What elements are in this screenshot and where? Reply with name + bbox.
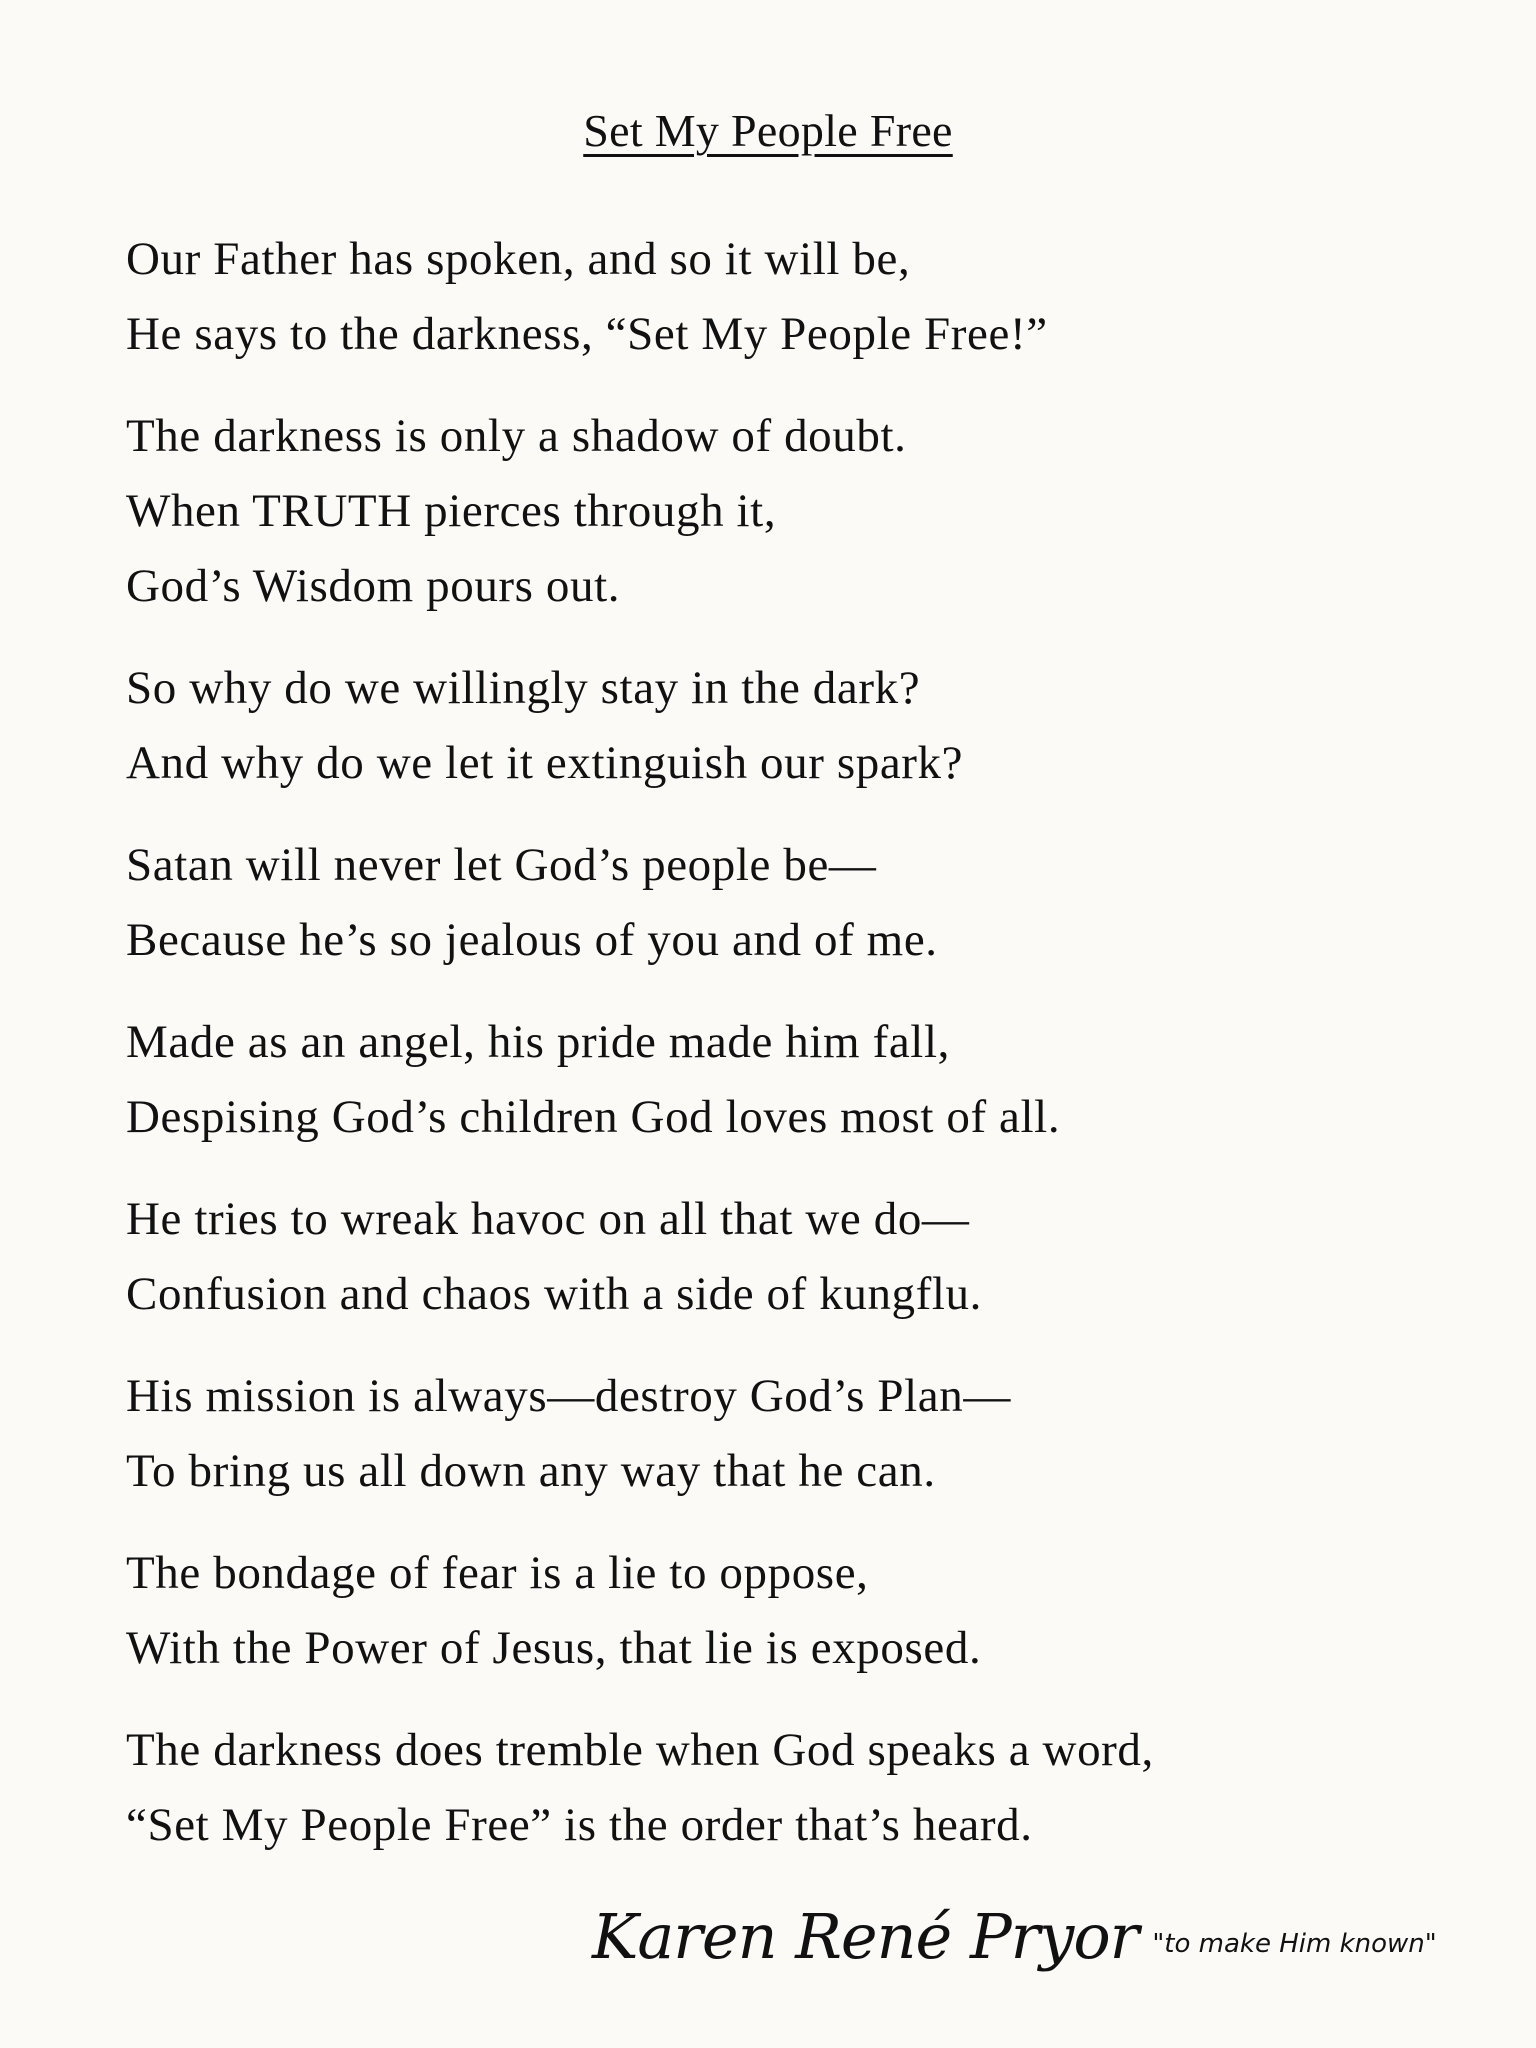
stanza [126,651,1466,801]
poem-line: And why do we let it extinguish our spark? [126,737,964,789]
poem-line: “Set My People Free” is the order that’s heard. [126,1799,1033,1851]
poem-line: His mission is always—destroy God’s Plan— [126,1370,1011,1422]
author-tagline: "to make Him known" [1152,1929,1437,1959]
poem-line: The bondage of fear is a lie to oppose, [126,1547,869,1599]
stanza [126,222,1466,372]
poem-line: Confusion and chaos with a side of kungflu. [126,1268,983,1320]
poem-line: To bring us all down any way that he can. [126,1445,936,1497]
poem-line: The darkness is only a shadow of doubt. [126,410,907,462]
poem-line: With the Power of Jesus, that lie is exposed. [126,1622,982,1674]
poem-body [126,222,1466,1890]
stanza [126,1359,1466,1509]
poem-line: Our Father has spoken, and so it will be, [126,233,911,285]
poem-line: Because he’s so jealous of you and of me. [126,914,938,966]
poem-title: Set My People Free [583,105,953,156]
stanza [126,1713,1466,1863]
stanza [126,1536,1466,1686]
poem-line: The darkness does tremble when God speaks a word, [126,1724,1154,1776]
poem-line: Made as an angel, his pride made him fall, [126,1016,950,1068]
poem-line: He says to the darkness, “Set My People Free!” [126,308,1048,360]
stanza [126,399,1466,624]
signature [592,1900,1437,1973]
stanza [126,828,1466,978]
stanza [126,1182,1466,1332]
poem-line: When TRUTH pierces through it, [126,485,777,537]
poem-line: Despising God’s children God loves most of all. [126,1091,1061,1143]
poem-line: Satan will never let God’s people be— [126,839,877,891]
poem-line: God’s Wisdom pours out. [126,560,621,612]
author-name: Karen René Pryor [592,1900,1139,1973]
poem-line: So why do we willingly stay in the dark? [126,662,921,714]
stanza [126,1005,1466,1155]
poem-line: He tries to wreak havoc on all that we do— [126,1193,970,1245]
